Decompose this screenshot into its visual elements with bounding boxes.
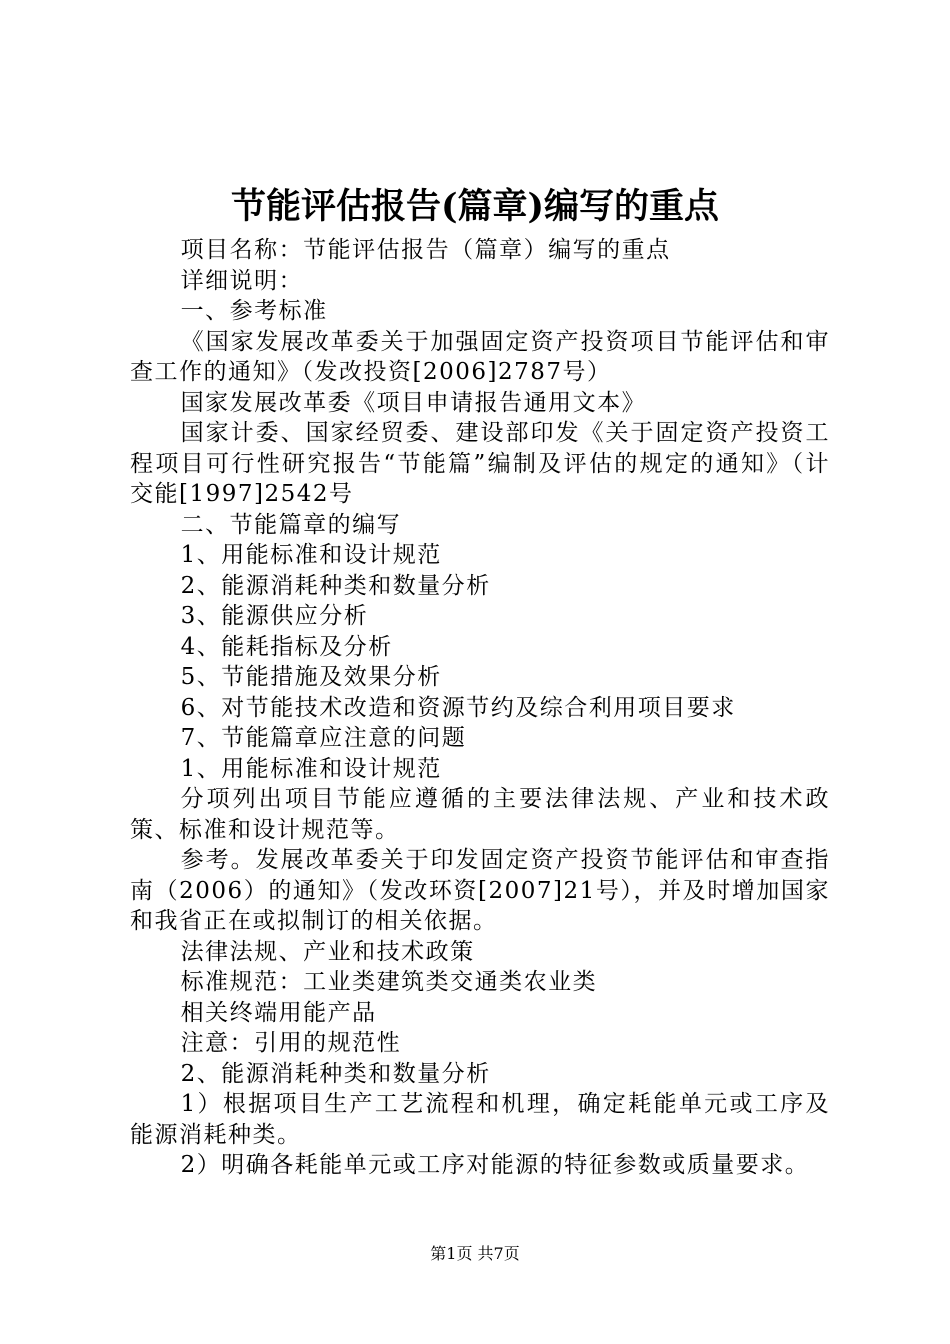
paragraph-laws: 法律法规、产业和技术政策 — [180, 938, 475, 965]
section-heading-writing: 二、节能篇章的编写 — [180, 511, 402, 538]
list-item: 6、对节能技术改造和资源节约及综合利用项目要求 — [180, 694, 736, 721]
paragraph-end-products: 相关终端用能产品 — [180, 999, 377, 1026]
paragraph-consumption-1: 1）根据项目生产工艺流程和机理，确定耗能单元或工序及能源消耗种类。 — [130, 1091, 830, 1148]
paragraph-consumption-2: 2）明确各耗能单元或工序对能源的特征参数或质量要求。 — [180, 1152, 810, 1178]
paragraph-reference-3: 国家计委、国家经贸委、建设部印发《关于固定资产投资工程项目可行性研究报告“节能篇”编制及评估的规定的通知》（计交能[1997]2542号 — [130, 420, 830, 507]
paragraph-standards-body: 分项列出项目节能应遵循的主要法律法规、产业和技术政策、标准和设计规范等。 — [130, 786, 830, 843]
paragraph-details-heading: 详细说明： — [180, 267, 304, 294]
paragraph-standard-types: 标准规范：工业类建筑类交通类农业类 — [180, 969, 598, 995]
document-body — [130, 235, 830, 1181]
list-item: 7、节能篇章应注意的问题 — [180, 725, 467, 751]
paragraph-reference-guide: 参考。发展改革委关于印发固定资产投资节能评估和审查指南（2006）的通知》（发改环资[2007]21号），并及时增加国家和我省正在或拟制订的相关依据。 — [130, 847, 830, 934]
paragraph-project-name: 项目名称：节能评估报告（篇章）编写的重点 — [180, 237, 671, 263]
list-item: 4、能耗指标及分析 — [180, 633, 393, 660]
paragraph-reference-1: 《国家发展改革委关于加强固定资产投资项目节能评估和审查工作的通知》（发改投资[2006]2787号） — [130, 328, 830, 385]
paragraph-reference-2: 国家发展改革委《项目申请报告通用文本》 — [180, 389, 647, 416]
page-number-footer: 第1页 共7页 — [430, 1244, 520, 1263]
document-title: 节能评估报告(篇章)编写的重点 — [230, 186, 720, 227]
subsection-heading-standards: 1、用能标准和设计规范 — [180, 755, 442, 782]
section-heading-references: 一、参考标准 — [180, 298, 328, 324]
list-item: 5、节能措施及效果分析 — [180, 664, 442, 690]
subsection-heading-consumption: 2、能源消耗种类和数量分析 — [180, 1060, 491, 1087]
list-item: 2、能源消耗种类和数量分析 — [180, 572, 491, 599]
list-item: 1、用能标准和设计规范 — [180, 542, 442, 568]
paragraph-note: 注意：引用的规范性 — [180, 1030, 402, 1056]
list-item: 3、能源供应分析 — [180, 603, 369, 629]
